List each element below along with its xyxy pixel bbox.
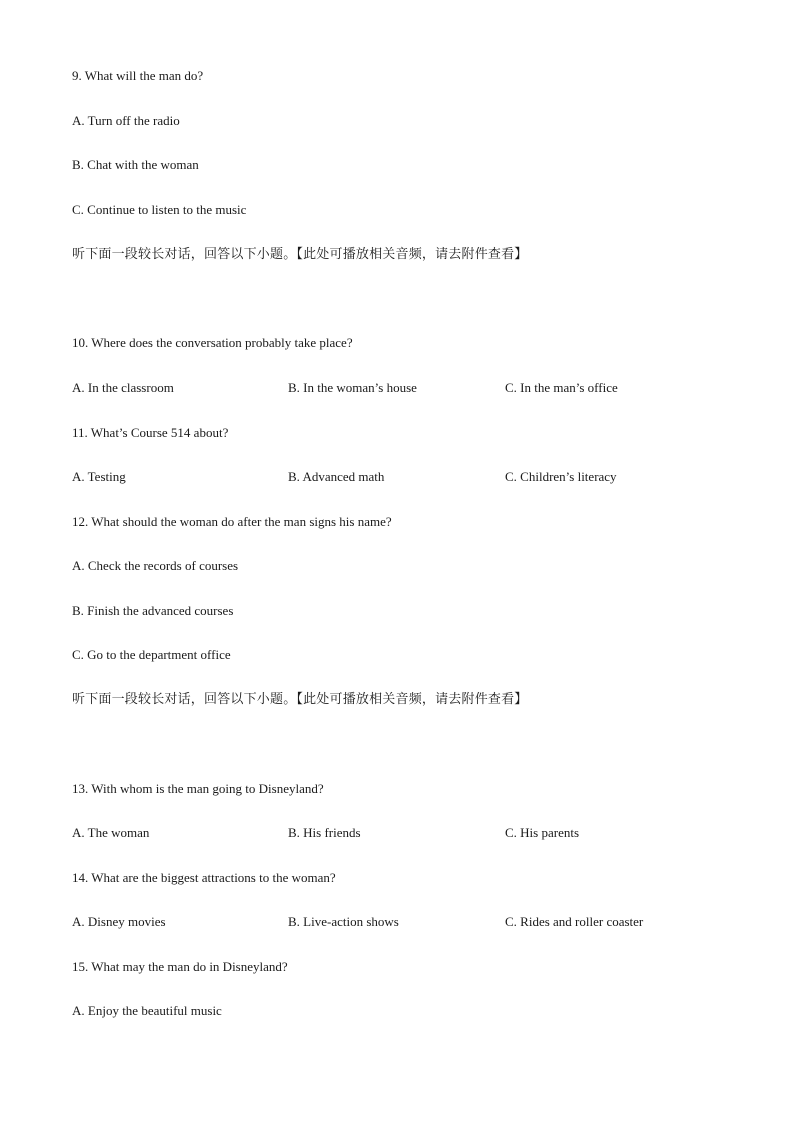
question-11-option-a: A. Testing: [72, 469, 126, 484]
question-13: 13. With whom is the man going to Disneyland?: [72, 781, 324, 796]
question-13-option-a: A. The woman: [72, 825, 150, 840]
question-10-option-b: B. In the woman’s house: [288, 380, 417, 395]
question-9-option-b: B. Chat with the woman: [72, 157, 199, 172]
question-10-options: [72, 380, 772, 396]
listening-instruction-1: 听下面一段较长对话，回答以下小题。【此处可播放相关音频，请去附件查看】: [72, 247, 528, 262]
question-13-option-c: C. His parents: [505, 825, 580, 840]
question-13-option-b: B. His friends: [288, 825, 361, 840]
question-11-option-c: C. Children’s literacy: [505, 469, 617, 484]
question-15-option-a: A. Enjoy the beautiful music: [72, 1003, 222, 1018]
question-14-option-c: C. Rides and roller coaster: [505, 914, 644, 929]
question-11-option-b: B. Advanced math: [288, 469, 385, 484]
question-11: 11. What’s Course 514 about?: [72, 425, 229, 440]
question-14-option-b: B. Live-action shows: [288, 914, 399, 929]
question-13-options: [72, 825, 772, 841]
question-10-option-a: A. In the classroom: [72, 380, 174, 395]
question-9-option-c: C. Continue to listen to the music: [72, 202, 247, 217]
listening-instruction-2: 听下面一段较长对话，回答以下小题。【此处可播放相关音频，请去附件查看】: [72, 692, 528, 707]
question-12-option-c: C. Go to the department office: [72, 647, 231, 662]
question-10-option-c: C. In the man’s office: [505, 380, 618, 395]
question-11-options: [72, 469, 772, 485]
question-9-option-a: A. Turn off the radio: [72, 113, 180, 128]
question-15: 15. What may the man do in Disneyland?: [72, 959, 288, 974]
question-10: 10. Where does the conversation probably take place?: [72, 335, 353, 350]
question-14: 14. What are the biggest attractions to the woman?: [72, 870, 336, 885]
question-9: 9. What will the man do?: [72, 68, 204, 83]
question-12: 12. What should the woman do after the man signs his name?: [72, 514, 392, 529]
question-14-option-a: A. Disney movies: [72, 914, 166, 929]
question-12-option-b: B. Finish the advanced courses: [72, 603, 234, 618]
question-14-options: [72, 914, 772, 930]
question-12-option-a: A. Check the records of courses: [72, 558, 239, 573]
